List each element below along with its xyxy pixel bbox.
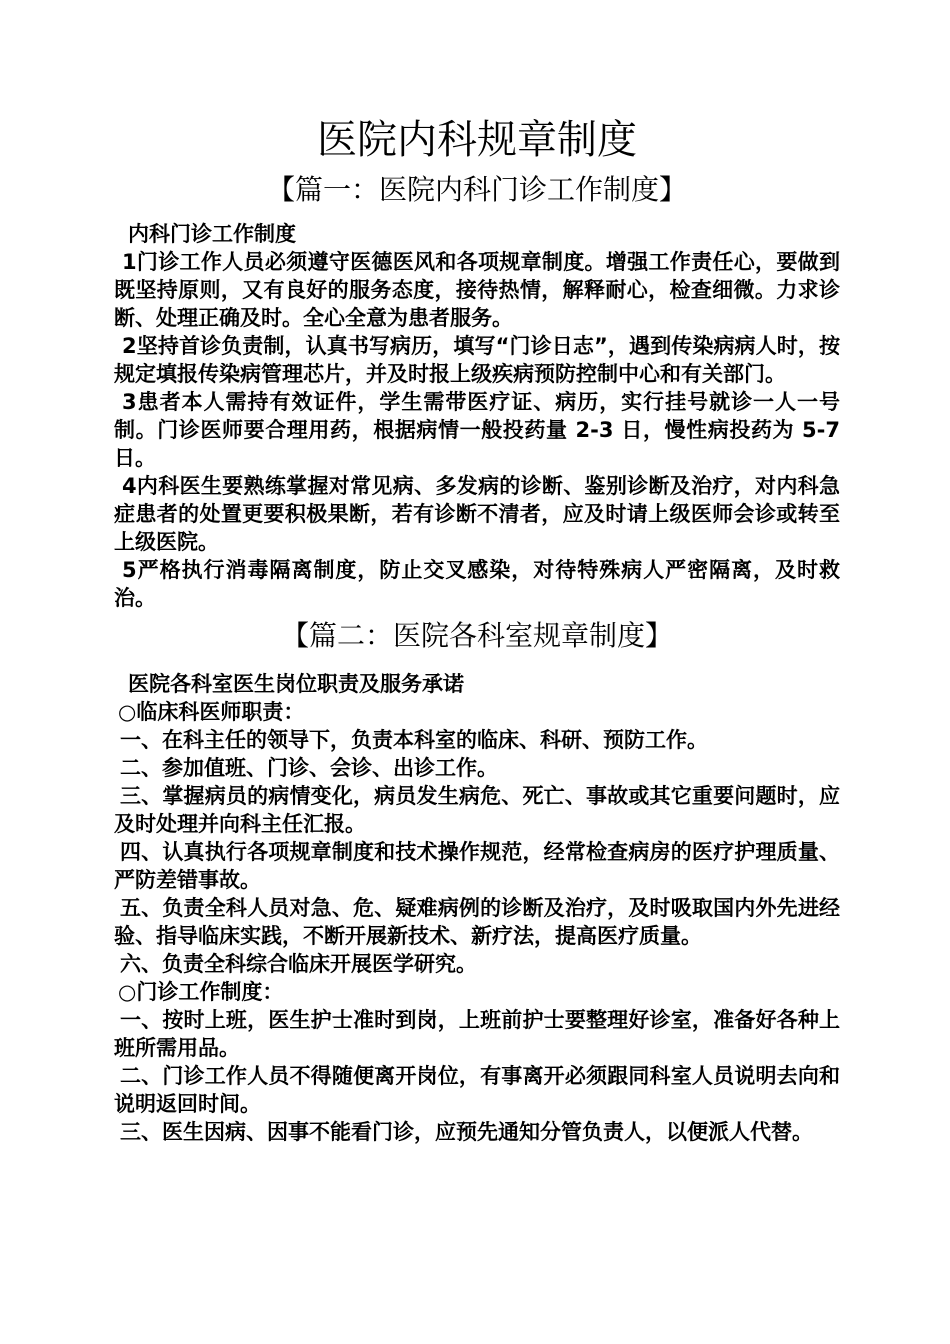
part2-group2-item-3: 三、医生因病、因事不能看门诊，应预先通知分管负责人，以便派人代替。 — [120, 1120, 813, 1144]
document-title: 医院内科规章制度 — [317, 117, 637, 163]
part1-item-1: 1门诊工作人员必须遵守医德医风和各项规章制度。增强工作责任心，要做到既坚持原则，又有良好的服务态度，接待热情，解释耐心，检查细微。力求诊断、处理正确及时。全心全意为患者服务。 — [114, 250, 840, 330]
part2-subheading: 医院各科室医生岗位职责及服务承诺 — [128, 672, 464, 696]
part1-item-2: 2坚持首诊负责制，认真书写病历，填写“门诊日志”，遇到传染病病人时，按规定填报传染病管理芯片，并及时报上级疾病预防控制中心和有关部门。 — [114, 334, 840, 386]
part2-group2-item-1: 一、按时上班，医生护士准时到岗，上班前护士要整理好诊室，准备好各种上班所需用品。 — [114, 1008, 840, 1060]
part2-heading: 【篇二：医院各科室规章制度】 — [280, 619, 673, 652]
part2-group1-item-3: 三、掌握病员的病情变化，病员发生病危、死亡、事故或其它重要问题时，应及时处理并向科主任汇报。 — [114, 784, 840, 836]
part2-group1-item-6: 六、负责全科综合临床开展医学研究。 — [120, 952, 477, 976]
part1-subheading: 内科门诊工作制度 — [128, 222, 296, 246]
part2-group1-item-1: 一、在科主任的领导下，负责本科室的临床、科研、预防工作。 — [120, 728, 708, 752]
part2-group1-item-5: 五、负责全科人员对急、危、疑难病例的诊断及治疗，及时吸取国内外先进经验、指导临床实践，不断开展新技术、新疗法，提高医疗质量。 — [114, 896, 840, 948]
part1-heading: 【篇一：医院内科门诊工作制度】 — [266, 173, 687, 206]
part2-group1-heading: ○临床科医师职责： — [118, 700, 305, 724]
part1-item-3: 3患者本人需持有效证件，学生需带医疗证、病历，实行挂号就诊一人一号制。门诊医师要合理用药，根据病情一般投药量 2-3 日，慢性病投药为 5-7 日。 — [114, 390, 840, 470]
part2-group1-item-2: 二、参加值班、门诊、会诊、出诊工作。 — [120, 756, 498, 780]
part1-item-4: 4内科医生要熟练掌握对常见病、多发病的诊断、鉴别诊断及治疗，对内科急症患者的处置更要积极果断，若有诊断不清者，应及时请上级医师会诊或转至上级医院。 — [114, 474, 840, 554]
part2-group2-heading: ○门诊工作制度： — [118, 980, 284, 1004]
part2-group1-item-4: 四、认真执行各项规章制度和技术操作规范，经常检查病房的医疗护理质量、严防差错事故。 — [114, 840, 840, 892]
part1-item-5: 5严格执行消毒隔离制度，防止交叉感染，对待特殊病人严密隔离，及时救治。 — [114, 558, 840, 610]
part2-group2-item-2: 二、门诊工作人员不得随便离开岗位，有事离开必须跟同科室人员说明去向和说明返回时间。 — [114, 1064, 840, 1116]
